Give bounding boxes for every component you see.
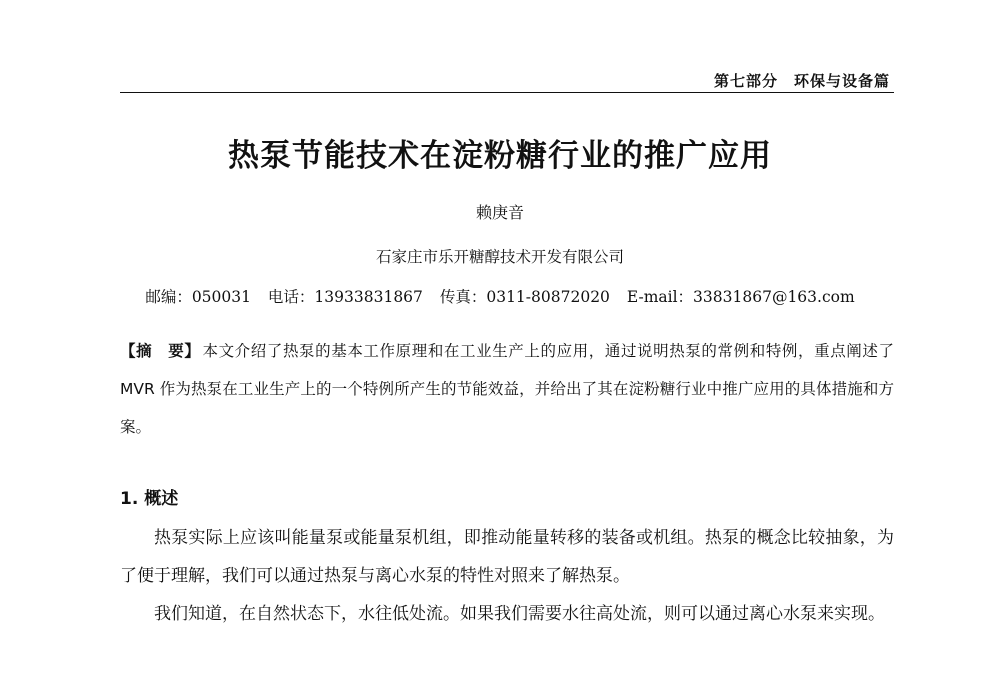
- postcode: 邮编：050031: [145, 288, 251, 306]
- body-paragraph: 我们知道，在自然状态下，水往低处流。如果我们需要水往高处流，则可以通过离心水泵来实现。: [154, 604, 885, 624]
- article-title: 热泵节能技术在淀粉糖行业的推广应用: [228, 138, 772, 174]
- running-header: 第七部分 环保与设备篇: [713, 72, 890, 90]
- body-paragraph: 热泵实际上应该叫能量泵或能量泵机组，即推动能量转移的装备或机组。热泵的概念比较抽象，为了便于理解，我们可以通过热泵与离心水泵的特性对照来了解热泵。: [120, 528, 894, 586]
- abstract: [120, 332, 894, 446]
- affiliation: 石家庄市乐开糖醇技术开发有限公司: [375, 248, 624, 266]
- email: E-mail：33831867@163.com: [626, 288, 855, 306]
- header-divider: [120, 92, 894, 93]
- phone: 电话：13933831867: [267, 288, 423, 306]
- section-heading: 1. 概述: [120, 489, 179, 509]
- contact-line: [0, 285, 1000, 307]
- author-name: 赖庚音: [475, 203, 524, 222]
- abstract-label: 【摘 要】: [120, 342, 201, 360]
- fax: 传真：0311-80872020: [439, 288, 610, 306]
- abstract-text: 本文介绍了热泵的基本工作原理和在工业生产上的应用，通过说明热泵的常例和特例，重点阐述了 MVR 作为热泵在工业生产上的一个特例所产生的节能效益，并给出了其在淀粉糖行业中推广应用的具体措施和方案。: [120, 342, 894, 436]
